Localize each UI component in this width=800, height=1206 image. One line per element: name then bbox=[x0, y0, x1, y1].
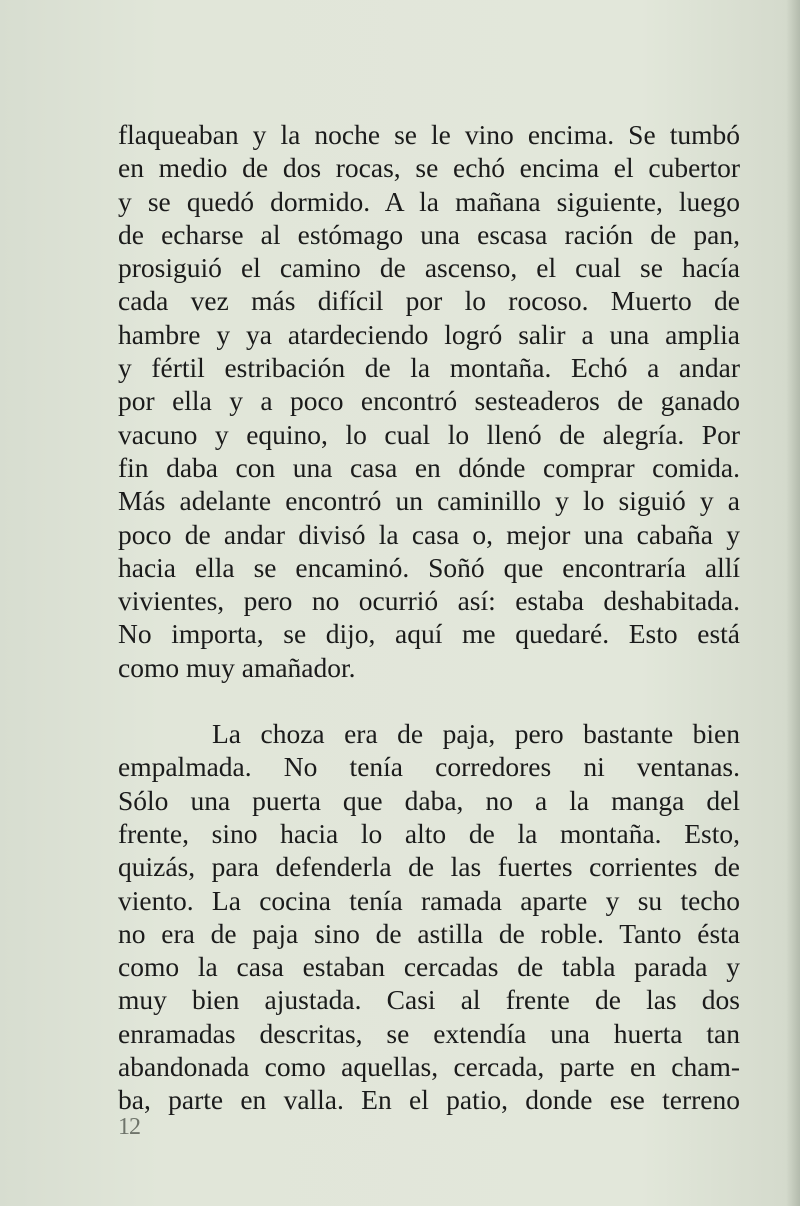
text-line: como muy amañador. bbox=[118, 651, 356, 683]
text-line: flaqueaban y la noche se le vino encima. Se tumbó bbox=[118, 119, 740, 150]
page-number: 12 bbox=[118, 1114, 140, 1140]
text-line: muy bien ajustada. Casi al frente de las dos bbox=[118, 984, 740, 1016]
text-line: como la casa estaban cercadas de tabla parada y bbox=[118, 951, 740, 983]
text-line: vacuno y equino, lo cual lo llenó de alegría. Por bbox=[118, 418, 740, 450]
text-line: y se quedó dormido. A la mañana siguiente, luego bbox=[118, 185, 740, 217]
text-line: no era de paja sino de astilla de roble. Tanto ésta bbox=[118, 917, 740, 949]
text-line: cada vez más difícil por lo rocoso. Muerto de bbox=[118, 285, 740, 317]
text-line: abandonada como aquellas, cercada, parte en cham- bbox=[118, 1051, 740, 1083]
text-line: por ella y a poco encontró sesteaderos de ganado bbox=[118, 385, 740, 417]
text-line: de echarse al estómago una escasa ración de pan, bbox=[118, 218, 740, 250]
text-line: empalmada. No tenía corredores ni ventanas. bbox=[118, 751, 740, 783]
text-line: prosiguió el camino de ascenso, el cual se hacía bbox=[118, 252, 740, 284]
text-line: fin daba con una casa en dónde comprar comida. bbox=[118, 451, 740, 483]
text-line: No importa, se dijo, aquí me quedaré. Esto está bbox=[118, 618, 740, 650]
text-line: vivientes, pero no ocurrió así: estaba deshabitada. bbox=[118, 585, 740, 617]
paragraph-1 bbox=[118, 118, 740, 684]
text-line: frente, sino hacia lo alto de la montaña. Esto, bbox=[118, 817, 740, 849]
text-line: hacia ella se encaminó. Soñó que encontraría allí bbox=[118, 551, 740, 583]
text-line: La choza era de paja, pero bastante bien bbox=[212, 718, 740, 750]
text-line: ba, parte en valla. En el patio, donde ese terreno bbox=[118, 1084, 740, 1116]
text-line: quizás, para defenderla de las fuertes corrientes de bbox=[118, 851, 740, 883]
text-line: en medio de dos rocas, se echó encima el cubertor bbox=[118, 152, 740, 184]
text-line: enramadas descritas, se extendía una huerta tan bbox=[118, 1017, 740, 1049]
text-line: Más adelante encontró un caminillo y lo siguió y a bbox=[118, 485, 740, 517]
text-line: poco de andar divisó la casa o, mejor una cabaña y bbox=[118, 518, 740, 550]
text-line: y fértil estribación de la montaña. Echó a andar bbox=[118, 352, 740, 384]
body-text bbox=[118, 118, 740, 1117]
text-line: viento. La cocina tenía ramada aparte y su techo bbox=[118, 884, 740, 916]
page-edge-shadow bbox=[786, 0, 800, 1206]
text-line: hambre y ya atardeciendo logró salir a una amplia bbox=[118, 318, 740, 350]
text-line: Sólo una puerta que daba, no a la manga del bbox=[118, 784, 740, 816]
paragraph-2 bbox=[118, 717, 740, 1117]
